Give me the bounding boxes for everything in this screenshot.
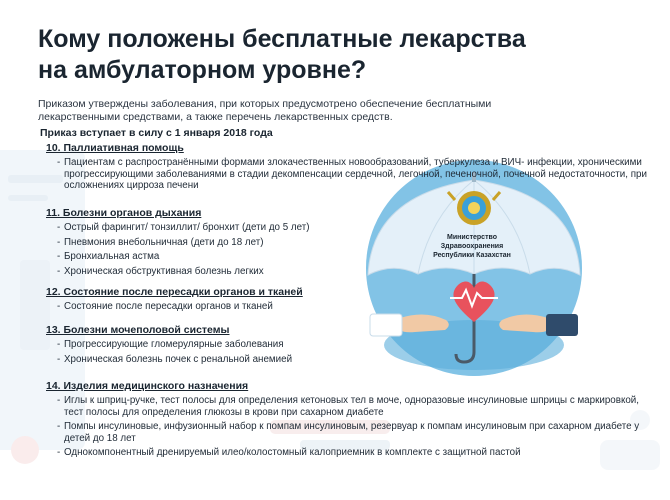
list-item: - Помпы инсулиновые, инфузионный набор к помпам инсулиновым, резервуар к помпам инсулиновым при сахарном диабете у детей до 18 лет	[57, 421, 640, 444]
list-item: - Бронхиальная астма	[57, 251, 160, 263]
list-item: - Пациентам с распространёнными формами злокачественных новообразований, туберкулеза и ВИЧ- инфекции, хроническими прогрессирующими заболеваниями в стадии декомпенсации сердечной, легочной, печеночной, почечной недостаточности, при осложнениях цирроза печени	[57, 157, 647, 192]
section-transplant	[46, 286, 366, 316]
section-title: 13. Болезни мочеполовой системы	[46, 324, 230, 336]
list-item: - Иглы к шприц-ручке, тест полосы для определения кетоновых тел в моче, одноразовые инсулиновые шприцы с маркировкой, тест полосы для определения глюкозы в крови при сахарном диабете	[57, 395, 639, 418]
section-title: 11. Болезни органов дыхания	[46, 207, 202, 219]
title-line-1: Кому положены бесплатные лекарства	[38, 25, 526, 53]
list-item: - Состояние после пересадки органов и тканей	[57, 301, 273, 312]
section-genitourinary	[46, 324, 366, 368]
section-respiratory-diseases	[46, 207, 366, 280]
section-palliative-care	[46, 142, 666, 195]
list-item: - Хроническая обструктивная болезнь легких	[57, 265, 264, 277]
ministry-label: Министерство Здравоохранения Республики Казахстан	[433, 234, 511, 259]
list-item: - Пневмония внебольничная (дети до 18 лет)	[57, 236, 264, 248]
list-item: - Прогрессирующие гломерулярные заболевания	[57, 339, 284, 350]
list-item: - Острый фарингит/ тонзиллит/ бронхит (дети до 5 лет)	[57, 222, 310, 233]
list-item: - Однокомпонентный дренируемый илео/колостомный калоприемник в комплекте с защитной пастой	[57, 447, 521, 459]
intro-text: Приказом утверждены заболевания, при которых предусмотрено обеспечение бесплатными лекарственными средствами, а также перечень лекарственных средств.	[38, 98, 492, 123]
decree-note: Приказ вступает в силу с 1 января 2018 года	[40, 127, 273, 139]
section-title: 12. Состояние после пересадки органов и тканей	[46, 286, 303, 298]
section-medical-devices	[46, 380, 656, 462]
title-line-2: на амбулаторном уровне?	[38, 56, 367, 84]
list-item: - Хроническая болезнь почек с ренальной анемией	[57, 353, 293, 365]
section-title: 10. Паллиативная помощь	[46, 142, 184, 154]
section-title: 14. Изделия медицинского назначения	[46, 380, 249, 392]
page-title	[38, 24, 638, 86]
